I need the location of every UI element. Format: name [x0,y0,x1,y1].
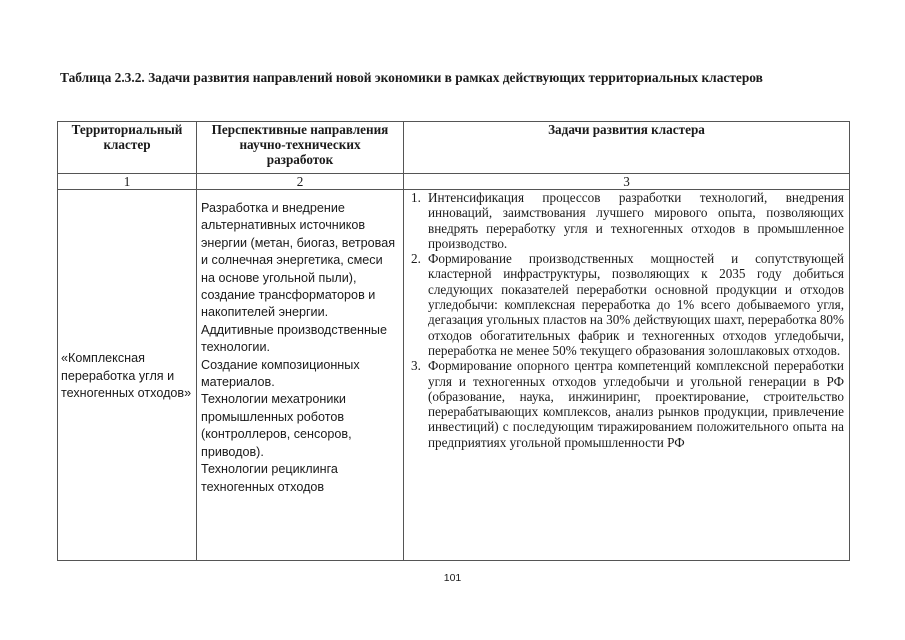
header-cluster: Территориальный кластер [58,122,197,174]
task-text: Интенсификация процессов разработки технологий, внедрения инноваций, заимствования лучшего мирового опыта, позволяющих внедрять переработку угля и техногенных отходов в промышленное производство. [428,190,844,251]
direction-item: Технологии рециклинга техногенных отходов [201,462,338,494]
table-row [58,190,850,561]
task-number: 2. [411,251,421,267]
table-caption: Таблица 2.3.2. Задачи развития направлений новой экономики в рамках действующих территориальных кластеров [60,70,763,85]
task-text: Формирование производственных мощностей и сопутствующей кластерной инфраструктуры, позволяющих к 2035 году добиться следующих показателей переработки основной продукции и отходов угледобычи: комплексная переработка до 1% всего добываемого угля, дегазация угольных пластов на 30% действующих шахт, переработка 80% отходов обогатительных фабрик и техногенных отходов угледобычи, переработка не менее 50% текущего образования золошлаковых отходов. [428,251,845,358]
directions-cell [197,190,404,561]
column-number-row [58,174,850,190]
clusters-table [57,121,850,561]
direction-item: Аддитивные производственные технологии. [201,322,387,355]
column-number: 3 [404,174,850,190]
direction-item: Технологии мехатроники промышленных роботов (контроллеров, сенсоров, приводов). [201,392,352,459]
task-item [407,251,844,358]
header-tasks: Задачи развития кластера [404,122,850,174]
direction-item: Разработка и внедрение альтернативных источников энергии (метан, биогаз, ветровая и солнечная энергетика, смеси на основе угольной пыли), создание трансформаторов и накопителей энергии. [201,201,396,320]
tasks-list [407,190,844,450]
task-number: 3. [411,358,421,374]
cluster-name: «Комплексная переработка угля и техногенных отходов» [58,190,197,561]
task-item [407,190,844,251]
page-number: 101 [443,572,462,584]
tasks-cell [404,190,850,561]
task-text: Формирование опорного центра компетенций комплексной переработки угля и техногенных отходов угледобычи и угольной генерации в РФ (образование, наука, инжиниринг, проектирование, строительство перерабатывающих комплексов, анализ рынков продукции, привлечение инвестиций) с последующим тиражированием положительного опыта на предприятиях угольной промышленности РФ [428,358,844,450]
table-header-row [58,122,850,174]
task-number: 1. [411,190,421,205]
header-directions: Перспективные направления научно-технических разработок [197,122,404,174]
task-item [407,358,844,450]
column-number: 1 [58,174,197,190]
column-number: 2 [197,174,404,190]
direction-item: Создание композиционных материалов. [201,357,360,390]
